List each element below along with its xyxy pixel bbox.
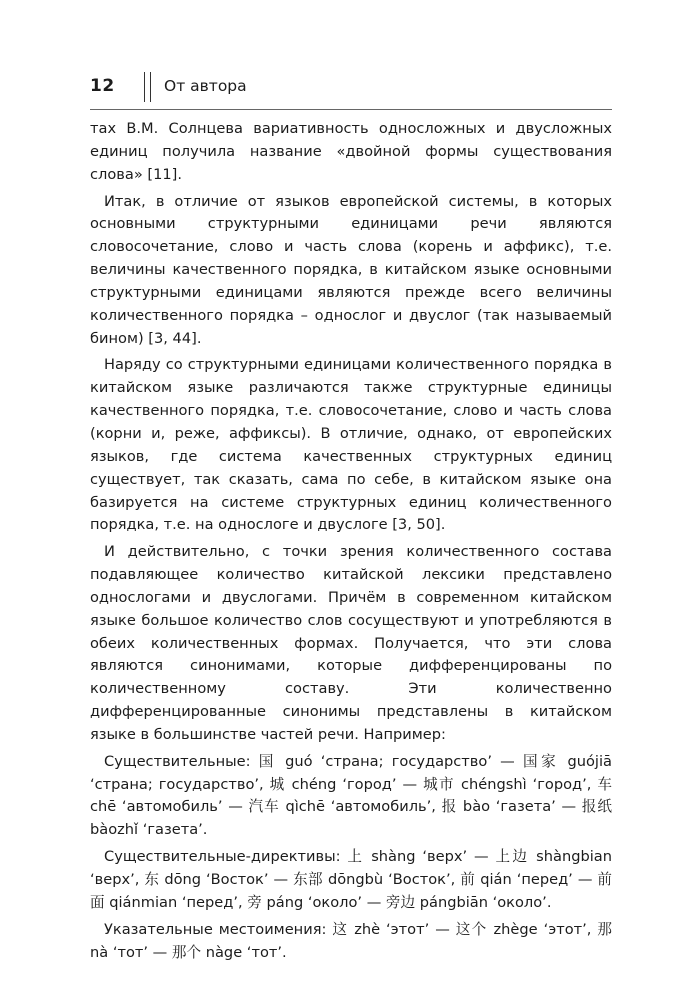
- body-text: [90, 118, 612, 968]
- page-header: [90, 70, 612, 106]
- paragraph-examples-directives: Существительные-директивы: 上 shàng ‘верх’ — 上边 shàngbian ‘верх’, 东 dōng ‘Восток’ — 东部 dōngbù ‘Восток’, 前 qián ‘перед’ — 前面 qiánmian ‘перед’, 旁 páng ‘около’ — 旁边 pángbiān ‘около’.: [90, 848, 612, 911]
- paragraph: И действительно, с точки зрения количественного состава подавляющее количество китайской лексики представлено однослогами и двуслогами. Причём в современном китайском языке большое количество слов сосуществуют и употребляются в обеих количественных формах. Получается, что эти слова являются синонимами, которые дифференцированы по количественному составу. Эти количественно дифференцированные синонимы представлены в китайском языке в большинстве частей речи. Например:: [90, 543, 612, 743]
- running-title: От автора: [164, 77, 247, 95]
- paragraph: Наряду со структурными единицами количественного порядка в китайском языке различаются также структурные единицы качественного порядка, т.е. словосочетание, слово и часть слова (корни и, реже, аффиксы). В отличие, однако, от европейских языков, где система качественных структурных единиц существует, так сказать, сама по себе, в китайском языке она базируется на системе структурных единиц количественного порядка, т.е. на однослоге и двуслоге [3, 50].: [90, 356, 612, 534]
- paragraph: Итак, в отличие от языков европейской системы, в которых основными структурными единицами речи являются словосочетание, слово и часть слова (корень и аффикс), т.е. величины качественного порядка, в китайском языке основными структурными единицами являются прежде всего величины количественного порядка – однослог и двуслог (так называемый бином) [3, 44].: [90, 192, 612, 347]
- header-divider: [144, 72, 151, 102]
- page-number: 12: [90, 76, 115, 96]
- paragraph-examples-nouns: Существительные: 国 guó ‘страна; государство’ — 国家 guójiā ‘страна; государство’, 城 chéng ‘город’ — 城市 chéngshì ‘город’, 车 chē ‘автомобиль’ — 汽车 qìchē ‘автомобиль’, 报 bào ‘газета’ — 报纸 bàozhǐ ‘газета’.: [90, 752, 612, 839]
- paragraph-examples-demonstratives: Указательные местоимения: 这 zhè ‘этот’ — 这个 zhège ‘этот’, 那 nà ‘тот’ — 那个 nàge ‘тот’.: [90, 920, 612, 961]
- paragraph-continuation: тах В.М. Солнцева вариативность односложных и двусложных единиц получила название «двойной формы существования слова» [11].: [90, 120, 612, 183]
- header-rule: [90, 109, 612, 110]
